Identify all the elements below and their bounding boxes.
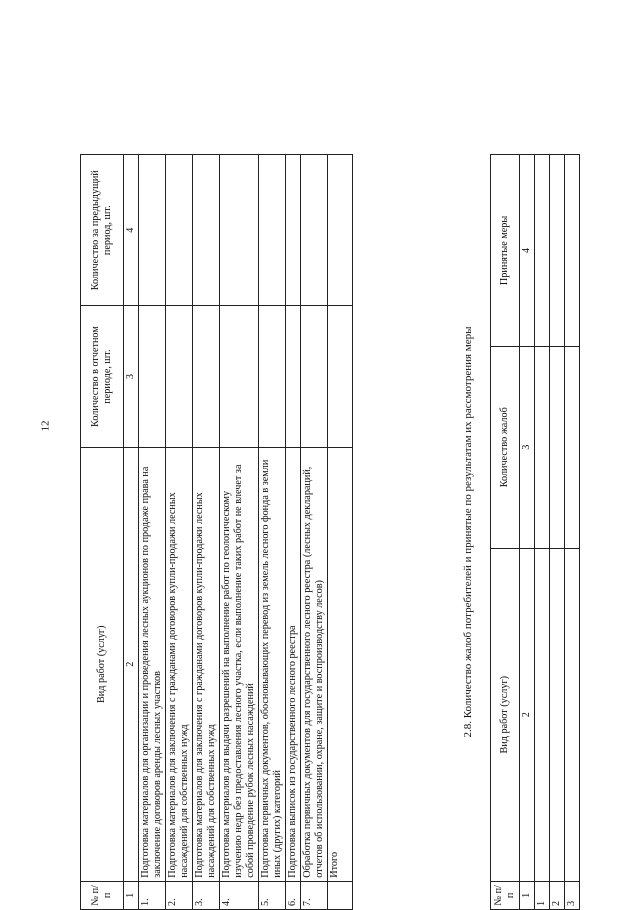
col-number: 2	[520, 548, 535, 881]
services-table	[80, 154, 353, 910]
row-measures	[565, 155, 580, 347]
page-number: 12	[39, 420, 52, 432]
row-num: 1	[535, 881, 550, 909]
table-row	[550, 155, 565, 910]
row-current	[166, 306, 193, 447]
row-previous	[220, 155, 259, 306]
header-complaints-count: Количество жалоб	[491, 346, 520, 548]
header-previous-count: Количество за предыдущий период, шт.	[81, 155, 124, 306]
row-current	[328, 306, 353, 447]
header-service-type: Вид работ (услуг)	[81, 447, 124, 881]
header-service-type: Вид работ (услуг)	[491, 548, 520, 881]
table-row	[565, 155, 580, 910]
row-num: 5.	[259, 881, 286, 909]
column-number-row	[520, 155, 535, 910]
row-current	[259, 306, 286, 447]
table-row	[535, 155, 550, 910]
row-current	[301, 306, 328, 447]
row-measures	[535, 155, 550, 347]
row-service: Подготовка первичных документов, обосновывающих перевод из земель лесного фонда в земли иных (других) категорий	[259, 447, 286, 881]
header-measures: Принятые меры	[491, 155, 520, 347]
row-previous	[301, 155, 328, 306]
row-previous	[193, 155, 220, 306]
row-num: 3.	[193, 881, 220, 909]
header-current-count: Количество в отчетном периоде, шт.	[81, 306, 124, 447]
header-num: № п/п	[491, 881, 520, 909]
row-current	[286, 306, 301, 447]
row-service	[550, 548, 565, 881]
row-num	[328, 881, 353, 909]
section-caption: 2.8. Количество жалоб потребителей и принятые по результатам их рассмотрения меры	[462, 326, 474, 738]
row-num: 4.	[220, 881, 259, 909]
row-complaints	[565, 346, 580, 548]
table-row	[220, 155, 259, 910]
table-header-row	[81, 155, 124, 910]
row-complaints	[535, 346, 550, 548]
row-service: Подготовка материалов для заключения с гражданами договоров купли-продажи лесных насаждений для собственных нужд	[166, 447, 193, 881]
row-previous	[286, 155, 301, 306]
column-number-row	[124, 155, 139, 910]
col-number: 3	[520, 346, 535, 548]
row-total-label: Итого	[328, 447, 353, 881]
row-service: Подготовка выписок из государственного лесного реестра	[286, 447, 301, 881]
row-current	[193, 306, 220, 447]
row-current	[139, 306, 166, 447]
row-service: Подготовка материалов для заключения с гражданами договоров купли-продажи лесных насаждений для собственных нужд	[193, 447, 220, 881]
row-complaints	[550, 346, 565, 548]
row-num: 3	[565, 881, 580, 909]
row-service	[535, 548, 550, 881]
col-number: 1	[520, 881, 535, 909]
row-measures	[550, 155, 565, 347]
table-row	[193, 155, 220, 910]
col-number: 4	[520, 155, 535, 347]
row-service	[565, 548, 580, 881]
table-row-total	[328, 155, 353, 910]
row-previous	[166, 155, 193, 306]
row-service: Подготовка материалов для организации и проведения лесных аукционов по продаже права на заключение договоров аренды лесных участков	[139, 447, 166, 881]
col-number: 1	[124, 881, 139, 909]
row-previous	[259, 155, 286, 306]
row-service: Обработка первичных документов для государственного лесного реестра (лесных деклараций, отчетов об использовании, охране, защите и воспроизводству лесов)	[301, 447, 328, 881]
row-num: 7.	[301, 881, 328, 909]
table-row	[286, 155, 301, 910]
table-row	[139, 155, 166, 910]
col-number: 4	[124, 155, 139, 306]
table-header-row	[491, 155, 520, 910]
row-num: 2.	[166, 881, 193, 909]
row-num: 6.	[286, 881, 301, 909]
rotated-page-content	[50, 110, 590, 910]
row-previous	[328, 155, 353, 306]
header-num: № п/п	[81, 881, 124, 909]
complaints-table	[490, 154, 580, 910]
row-service: Подготовка материалов для выдачи разрешений на выполнение работ по геологическому изучению недр без предоставления лесного участка, если выполнение таких работ не влечет за собой проведение рубок лесных насаждений	[220, 447, 259, 881]
row-num: 2	[550, 881, 565, 909]
col-number: 3	[124, 306, 139, 447]
row-num: 1.	[139, 881, 166, 909]
row-current	[220, 306, 259, 447]
col-number: 2	[124, 447, 139, 881]
table-row	[301, 155, 328, 910]
table-row	[259, 155, 286, 910]
row-previous	[139, 155, 166, 306]
table-row	[166, 155, 193, 910]
